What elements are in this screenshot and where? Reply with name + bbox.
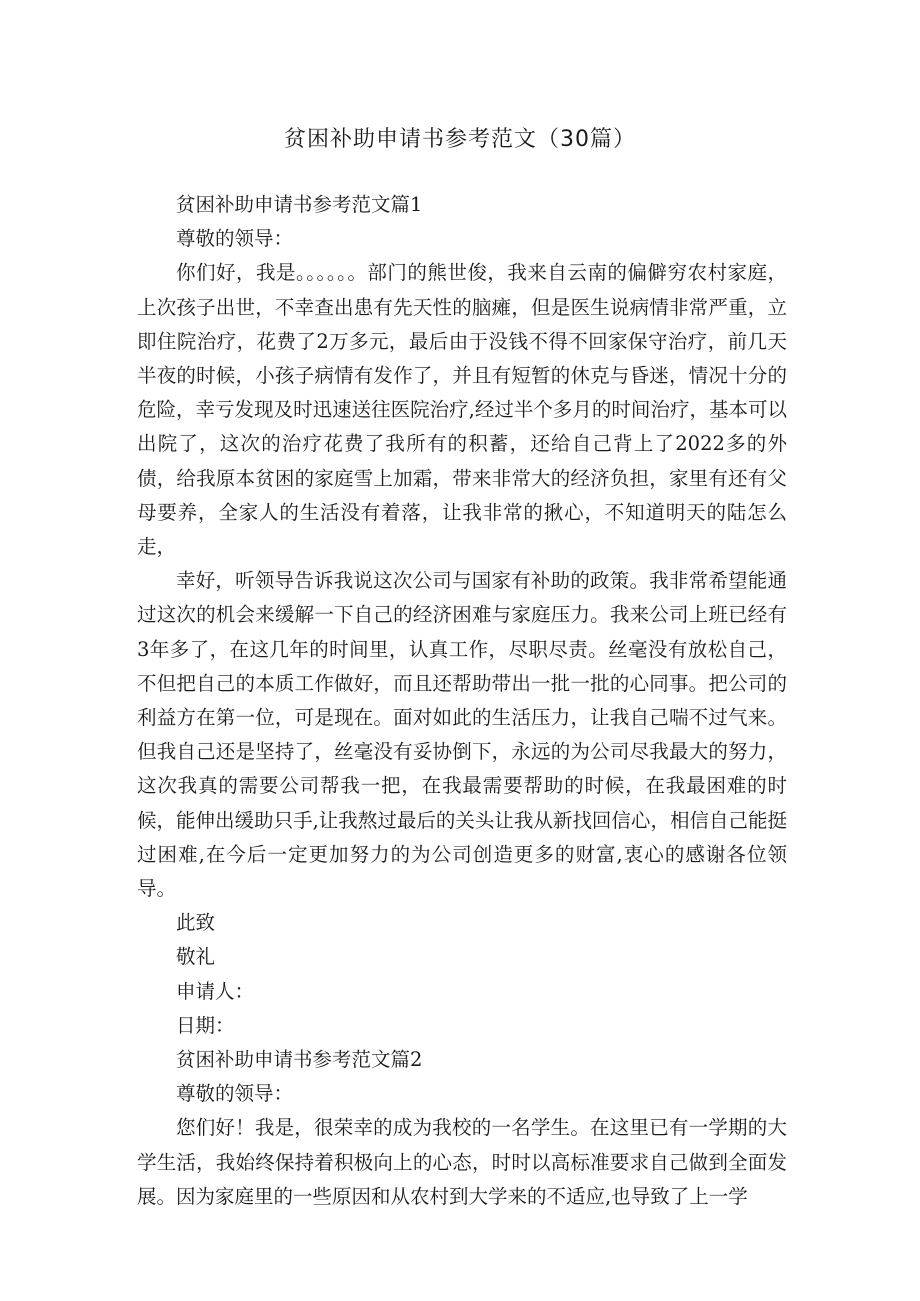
closing-cizhi: 此致	[176, 911, 216, 935]
document-title: 贫困补助申请书参考范文（30篇）	[284, 127, 636, 152]
paragraph-1: 你们好，我是。。。。。。部门的熊世俊，我来自云南的偏僻穷农村家庭，上次孩子出世，不幸查出患有先天性的脑瘫，但是医生说病情非常严重，立即住院治疗，花费了2万多元，最后由于没钱不得不回家保守治疗，前几天半夜的时候，小孩子病情有发作了，并且有短暂的休克与昏迷，情况十分的危险，幸亏发现及时迅速送往医院治疗,经过半个多月的时间治疗，基本可以出院了，这次的治疗花费了我所有的积蓄，还给自己背上了2022多的外债，给我原本贫困的家庭雪上加霜，带来非常大的经济负担，家里有还有父母要养，全家人的生活没有着落，让我非常的揪心，不知道明天的陆怎么走，	[137, 261, 787, 559]
date-label: 日期：	[176, 1013, 235, 1037]
paragraph-3: 您们好！我是，很荣幸的成为我校的一名学生。在这里已有一学期的大学生活，我始终保持着积极向上的心态，时时以高标准要求自己做到全面发展。因为家庭里的一些原因和从农村到大学来的不适应,也导致了上一学	[137, 1116, 787, 1208]
section-heading-2: 贫困补助申请书参考范文篇2	[176, 1048, 423, 1072]
closing-jingli: 敬礼	[176, 945, 216, 969]
applicant-label: 申请人：	[176, 979, 255, 1003]
salutation-1: 尊敬的领导：	[176, 227, 294, 251]
section-heading-1: 贫困补助申请书参考范文篇1	[176, 193, 423, 216]
salutation-2: 尊敬的领导：	[176, 1082, 294, 1106]
document-body	[137, 188, 787, 1214]
paragraph-2: 幸好，听领导告诉我说这次公司与国家有补助的政策。我非常希望能通过这次的机会来缓解一下自己的经济困难与家庭压力。我来公司上班已经有3年多了，在这几年的时间里，认真工作，尽职尽责。丝毫没有放松自己，不但把自己的本质工作做好，而且还帮助带出一批一批的心同事。把公司的利益方在第一位，可是现在。面对如此的生活压力，让我自己喘不过气来。但我自己还是坚持了，丝毫没有妥协倒下，永远的为公司尽我最大的努力，这次我真的需要公司帮我一把，在我最需要帮助的时候，在我最困难的时候，能伸出缓助只手,让我熬过最后的关头让我从新找回信心，相信自己能挺过困难,在今后一定更加努力的为公司创造更多的财富,衷心的感谢各位领导。	[137, 569, 787, 901]
